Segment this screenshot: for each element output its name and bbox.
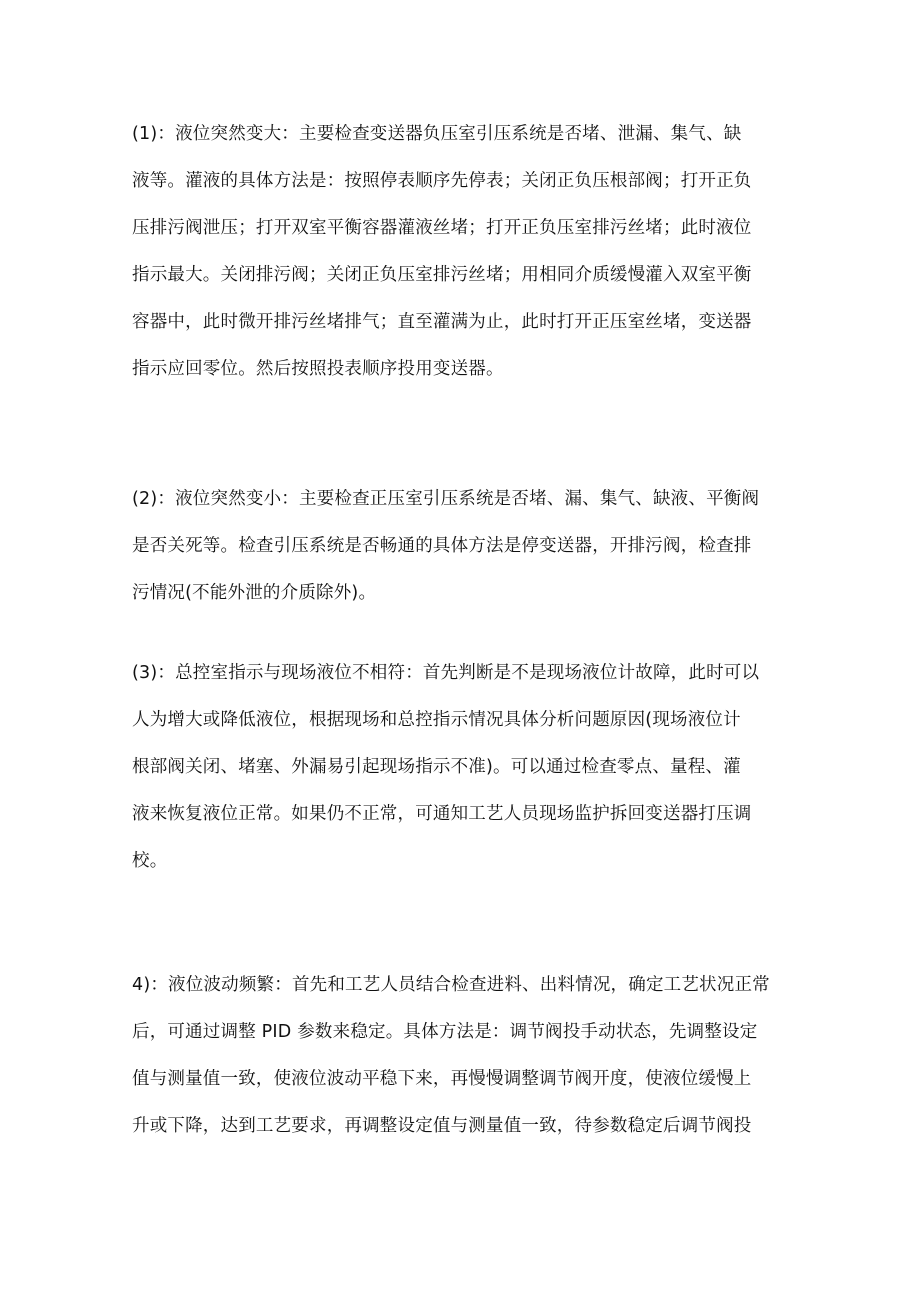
text-line: 是否关死等。检查引压系统是否畅通的具体方法是停变送器，开排污阀，检查排 — [132, 536, 752, 556]
text-line: (3)：总控室指示与现场液位不相符：首先判断是不是现场液位计故障，此时可以 — [132, 663, 760, 683]
text-line: (2)：液位突然变小：主要检查正压室引压系统是否堵、漏、集气、缺液、平衡阀 — [132, 489, 760, 509]
text-line: 值与测量值一致，使液位波动平稳下来，再慢慢调整调节阀开度，使液位缓慢上 — [132, 1069, 752, 1089]
text-line: 后，可通过调整 PID 参数来稳定。具体方法是：调节阀投手动状态，先调整设定 — [132, 1022, 758, 1042]
text-line: 液等。灌液的具体方法是：按照停表顺序先停表；关闭正负压根部阀；打开正负 — [132, 171, 752, 191]
paragraph-1 — [132, 111, 812, 393]
text-line: 污情况(不能外泄的介质除外)。 — [132, 583, 377, 603]
text-line: 压排污阀泄压；打开双室平衡容器灌液丝堵；打开正负压室排污丝堵；此时液位 — [132, 218, 752, 238]
text-line: 校。 — [132, 851, 168, 871]
paragraph-4 — [132, 962, 812, 1150]
text-line: 液来恢复液位正常。如果仍不正常，可通知工艺人员现场监护拆回变送器打压调 — [132, 804, 752, 824]
text-line: (1)：液位突然变大：主要检查变送器负压室引压系统是否堵、泄漏、集气、缺 — [132, 124, 742, 144]
text-line: 指示最大。关闭排污阀；关闭正负压室排污丝堵；用相同介质缓慢灌入双室平衡 — [132, 265, 752, 285]
text-line: 4)：液位波动频繁：首先和工艺人员结合检查进料、出料情况，确定工艺状况正常 — [132, 975, 770, 995]
paragraph-2 — [132, 476, 812, 617]
text-line: 容器中，此时微开排污丝堵排气；直至灌满为止，此时打开正压室丝堵，变送器 — [132, 312, 752, 332]
text-line: 升或下降，达到工艺要求，再调整设定值与测量值一致，待参数稳定后调节阀投 — [132, 1116, 752, 1136]
paragraph-3 — [132, 650, 812, 885]
text-line: 根部阀关闭、堵塞、外漏易引起现场指示不准)。可以通过检查零点、量程、灌 — [132, 757, 741, 777]
text-line: 人为增大或降低液位，根据现场和总控指示情况具体分析问题原因(现场液位计 — [132, 710, 741, 730]
text-line: 指示应回零位。然后按照投表顺序投用变送器。 — [132, 359, 504, 379]
